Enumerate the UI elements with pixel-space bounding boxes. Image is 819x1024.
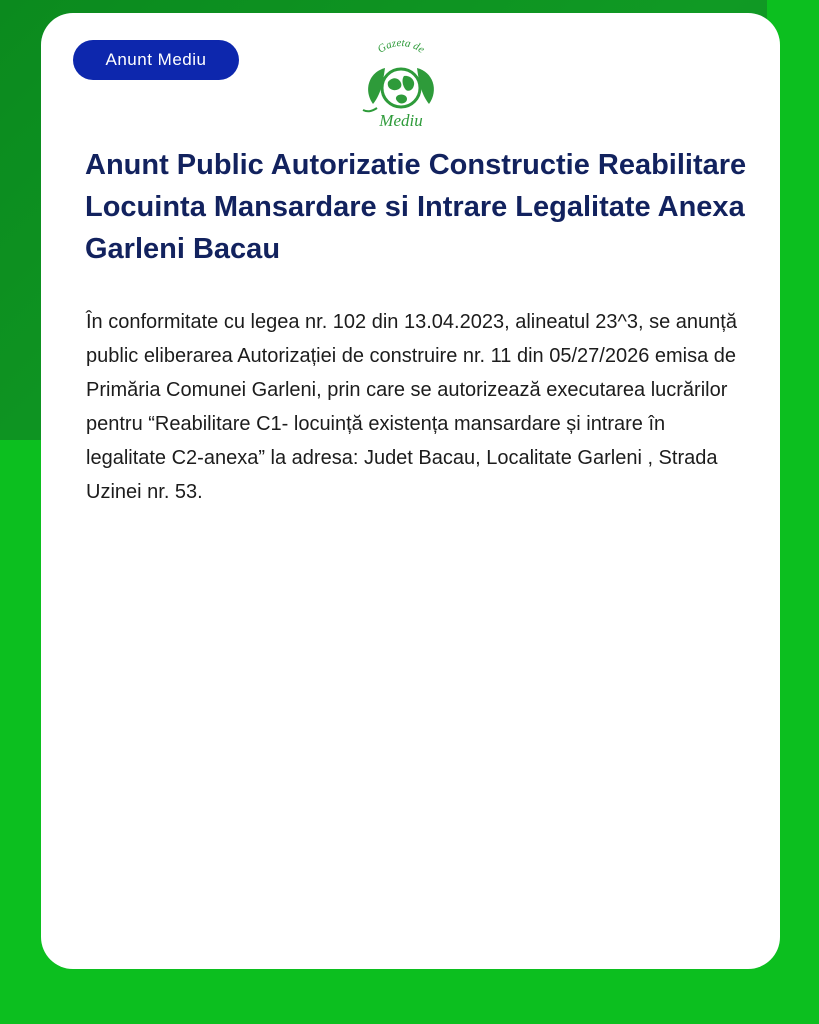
gazeta-de-mediu-logo xyxy=(355,38,447,134)
article-title: Anunt Public Autorizatie Constructie Reabilitare Locuinta Mansardare si Intrare Legalitate Anexa Garleni Bacau xyxy=(85,149,747,265)
logo-bottom-text: Mediu xyxy=(379,111,423,130)
article-body: În conformitate cu legea nr. 102 din 13.04.2023, alineatul 23^3, se anunță public eliberarea Autorizației de construire nr. 11 din 05/27/2026 emisa de Primăria Comunei Garleni, prin care se autorizează executarea lucrărilor pentru “Reabilitare C1- locuință existența mansardare și intrare în legalitate C2-anexa” la adresa: Judet Bacau, Localitate Garleni , Strada Uzinei nr. 53. xyxy=(86,311,737,503)
globe-leaf-icon xyxy=(355,38,447,134)
logo-top-text: Gazeta de xyxy=(375,38,427,56)
category-badge[interactable]: Anunt Mediu xyxy=(73,40,239,80)
